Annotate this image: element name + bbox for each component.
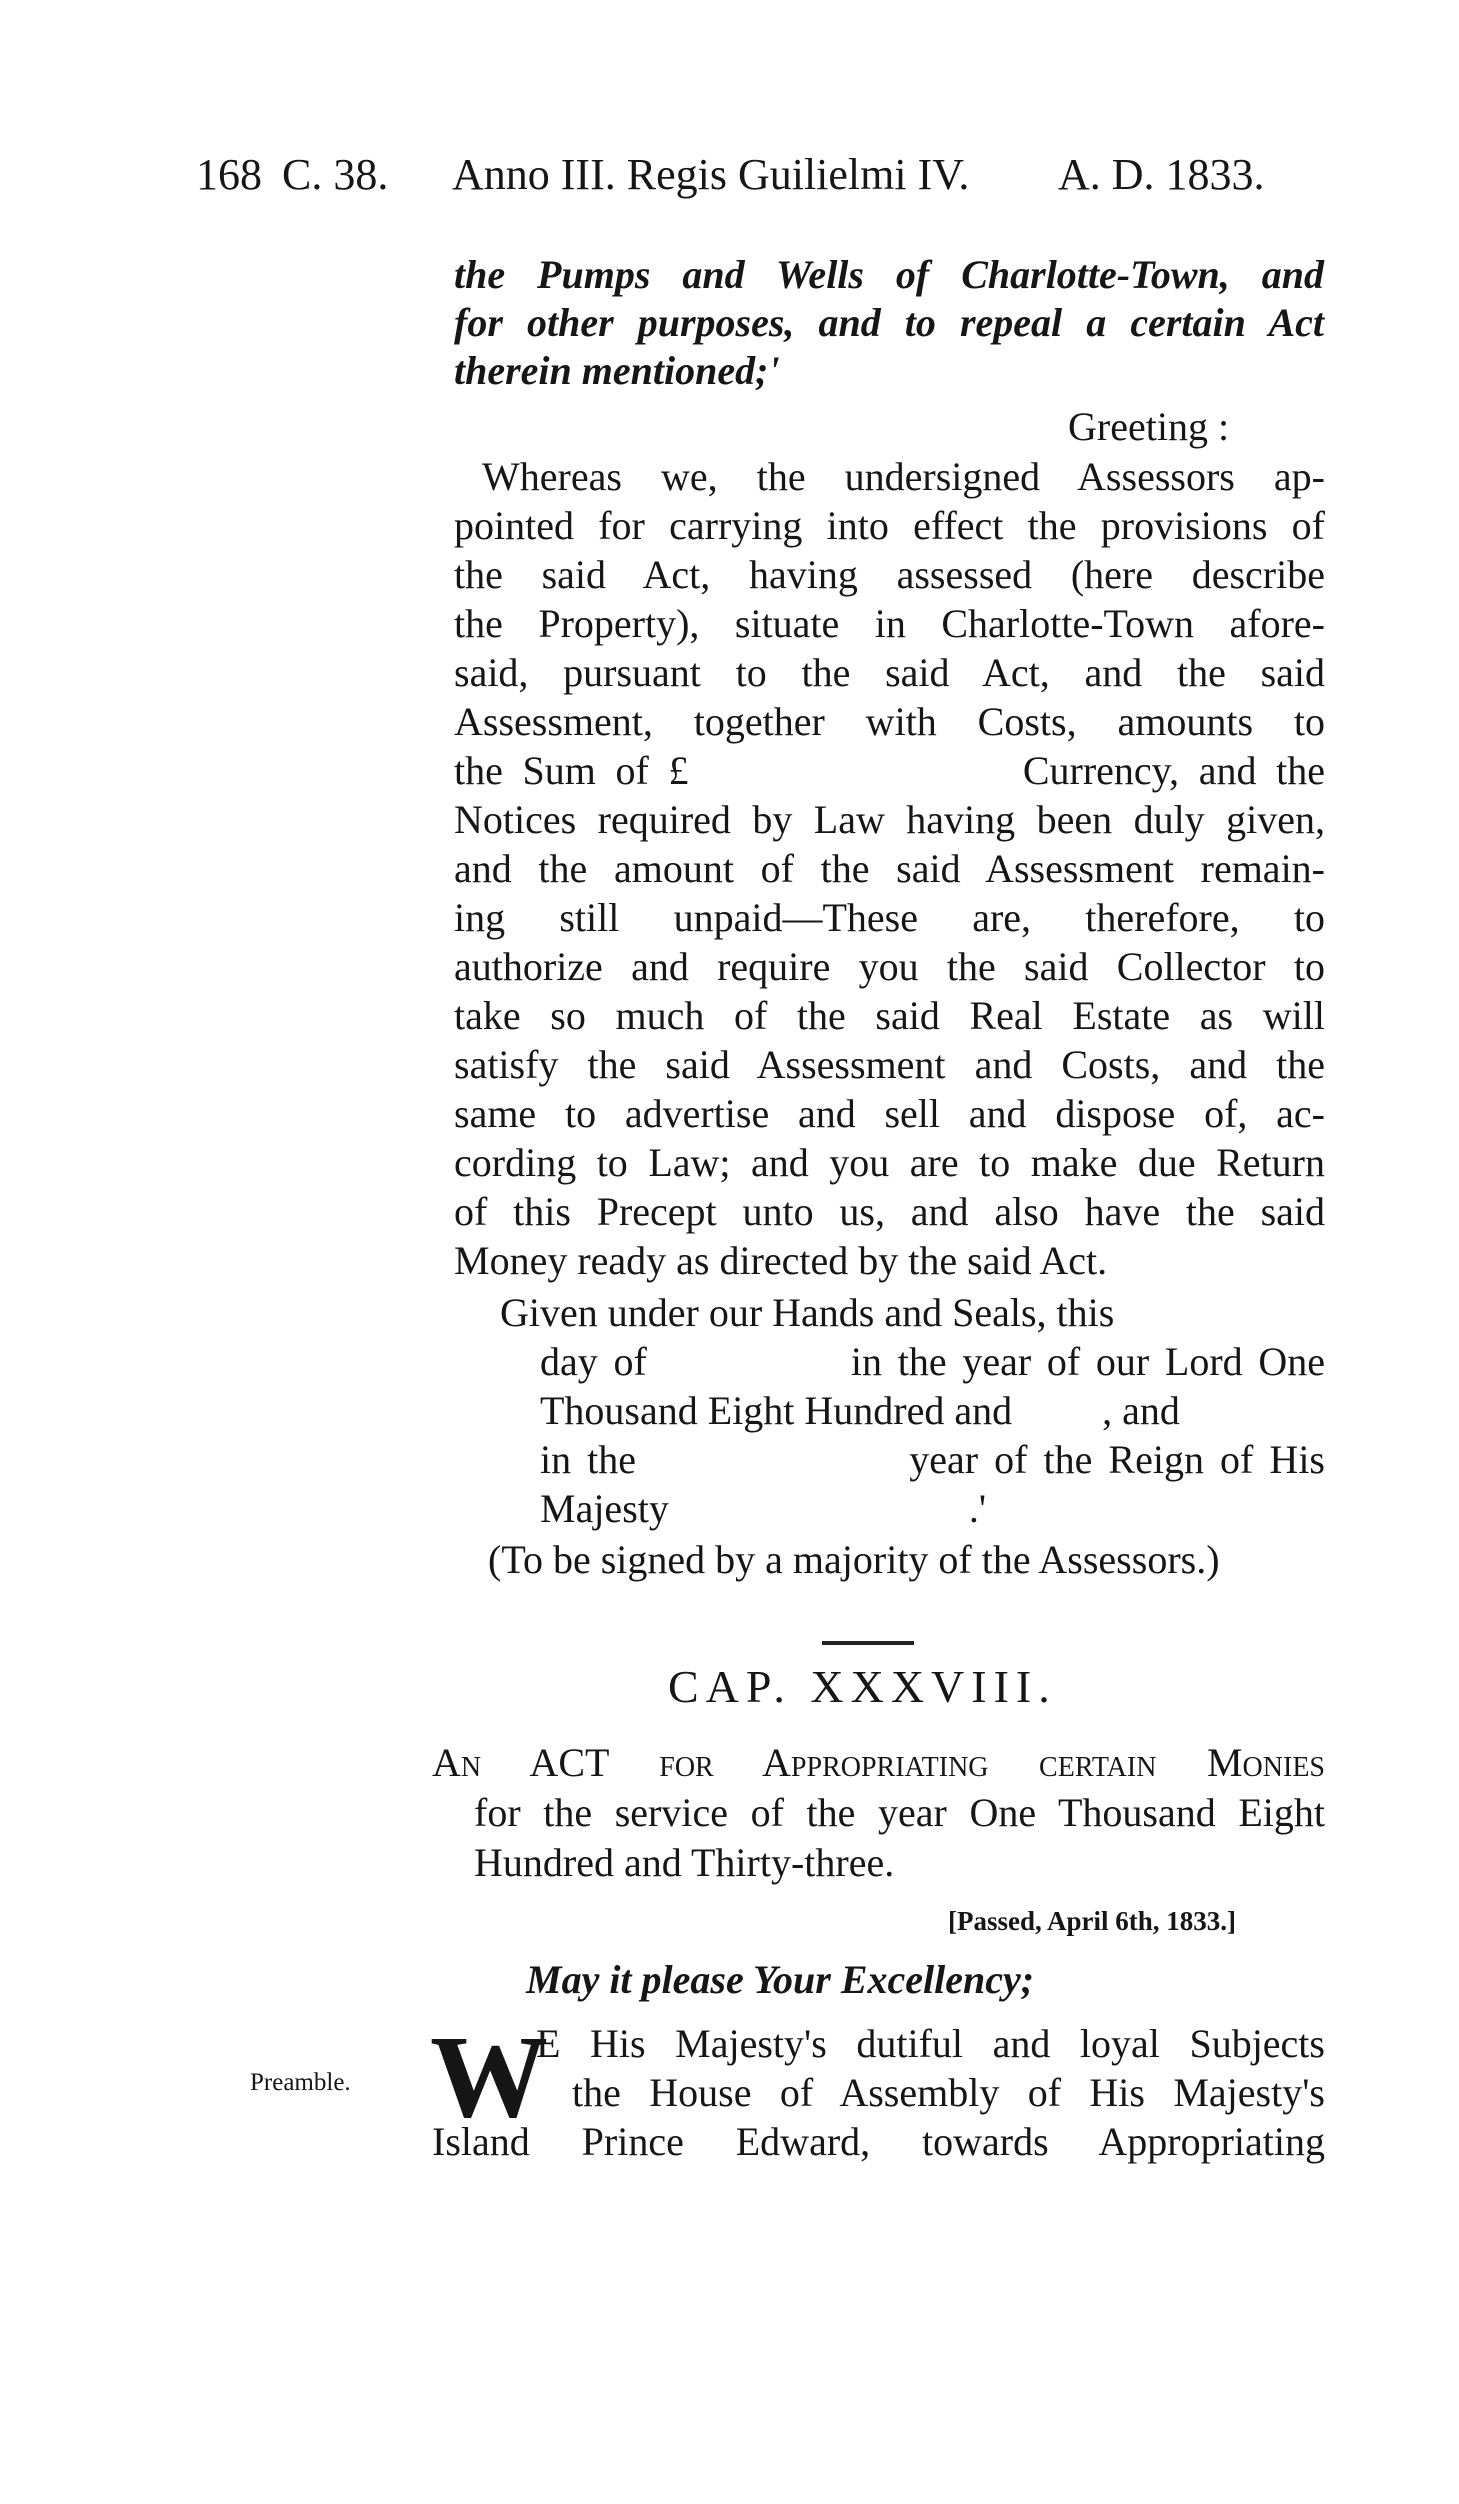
- form-body-line: same to advertise and sell and dispose of, ac-: [454, 1091, 1325, 1136]
- given-line: day of in the year of our Lord One: [540, 1339, 1325, 1384]
- form-body-line: said, pursuant to the said Act, and the said: [454, 650, 1325, 695]
- header-date: A. D. 1833.: [1058, 150, 1265, 199]
- chapter-heading: CAP. XXXVIII.: [668, 1661, 1057, 1712]
- form-body-line: Money ready as directed by the said Act.: [454, 1238, 1108, 1283]
- form-body-line: authorize and require you the said Collector to: [454, 944, 1325, 989]
- signing-note: (To be signed by a majority of the Assessors.): [488, 1537, 1220, 1582]
- chapter-reference: C. 38.: [282, 150, 389, 199]
- greeting: Greeting :: [1068, 404, 1230, 449]
- form-body-line: Whereas we, the undersigned Assessors ap-: [482, 454, 1325, 499]
- act-title-line: for the service of the year One Thousand Eight: [474, 1790, 1325, 1835]
- form-title-line: the Pumps and Wells of Charlotte-Town, and: [454, 252, 1324, 297]
- form-title-line: therein mentioned;': [454, 348, 780, 393]
- given-line: Majesty .': [540, 1486, 987, 1531]
- form-body-line: satisfy the said Assessment and Costs, and the: [454, 1042, 1325, 1087]
- preamble-line: Island Prince Edward, towards Appropriating: [432, 2119, 1325, 2164]
- form-body-line: Assessment, together with Costs, amounts to: [454, 699, 1325, 744]
- page-number: 168: [196, 150, 262, 199]
- margin-note-preamble: Preamble.: [250, 2069, 351, 2096]
- section-divider: [822, 1641, 914, 1645]
- form-body-line: ing still unpaid—These are, therefore, to: [454, 895, 1325, 940]
- given-line: in the year of the Reign of His: [540, 1437, 1325, 1482]
- preamble-line: the House of Assembly of His Majesty's: [572, 2070, 1325, 2115]
- act-title-line: An ACT for Appropriating certain Monies: [432, 1740, 1325, 1785]
- form-title-line: for other purposes, and to repeal a certain Act: [454, 300, 1324, 345]
- salutation: May it please Your Excellency;: [526, 1957, 1035, 2002]
- passed-date: [Passed, April 6th, 1833.]: [948, 1906, 1237, 1936]
- form-body-line: of this Precept unto us, and also have the said: [454, 1189, 1325, 1234]
- given-line: Given under our Hands and Seals, this: [500, 1290, 1115, 1335]
- regnal-year: Anno III. Regis Guilielmi IV.: [452, 150, 970, 199]
- form-body-line: cording to Law; and you are to make due Return: [454, 1140, 1325, 1185]
- form-body-line: the Sum of £ Currency, and the: [454, 748, 1325, 793]
- preamble-line: E His Majesty's dutiful and loyal Subjects: [536, 2021, 1325, 2066]
- form-body-line: the Property), situate in Charlotte-Town afore-: [454, 601, 1325, 646]
- form-body-line: pointed for carrying into effect the provisions of: [454, 503, 1325, 548]
- form-body-line: the said Act, having assessed (here describe: [454, 552, 1325, 597]
- drop-cap: W: [430, 2011, 548, 2142]
- given-line: Thousand Eight Hundred and , and: [540, 1388, 1180, 1433]
- act-title-line: Hundred and Thirty-three.: [474, 1840, 895, 1885]
- form-body-line: Notices required by Law having been duly given,: [454, 797, 1325, 842]
- form-body-line: and the amount of the said Assessment remain-: [454, 846, 1325, 891]
- form-body-line: take so much of the said Real Estate as will: [454, 993, 1325, 1038]
